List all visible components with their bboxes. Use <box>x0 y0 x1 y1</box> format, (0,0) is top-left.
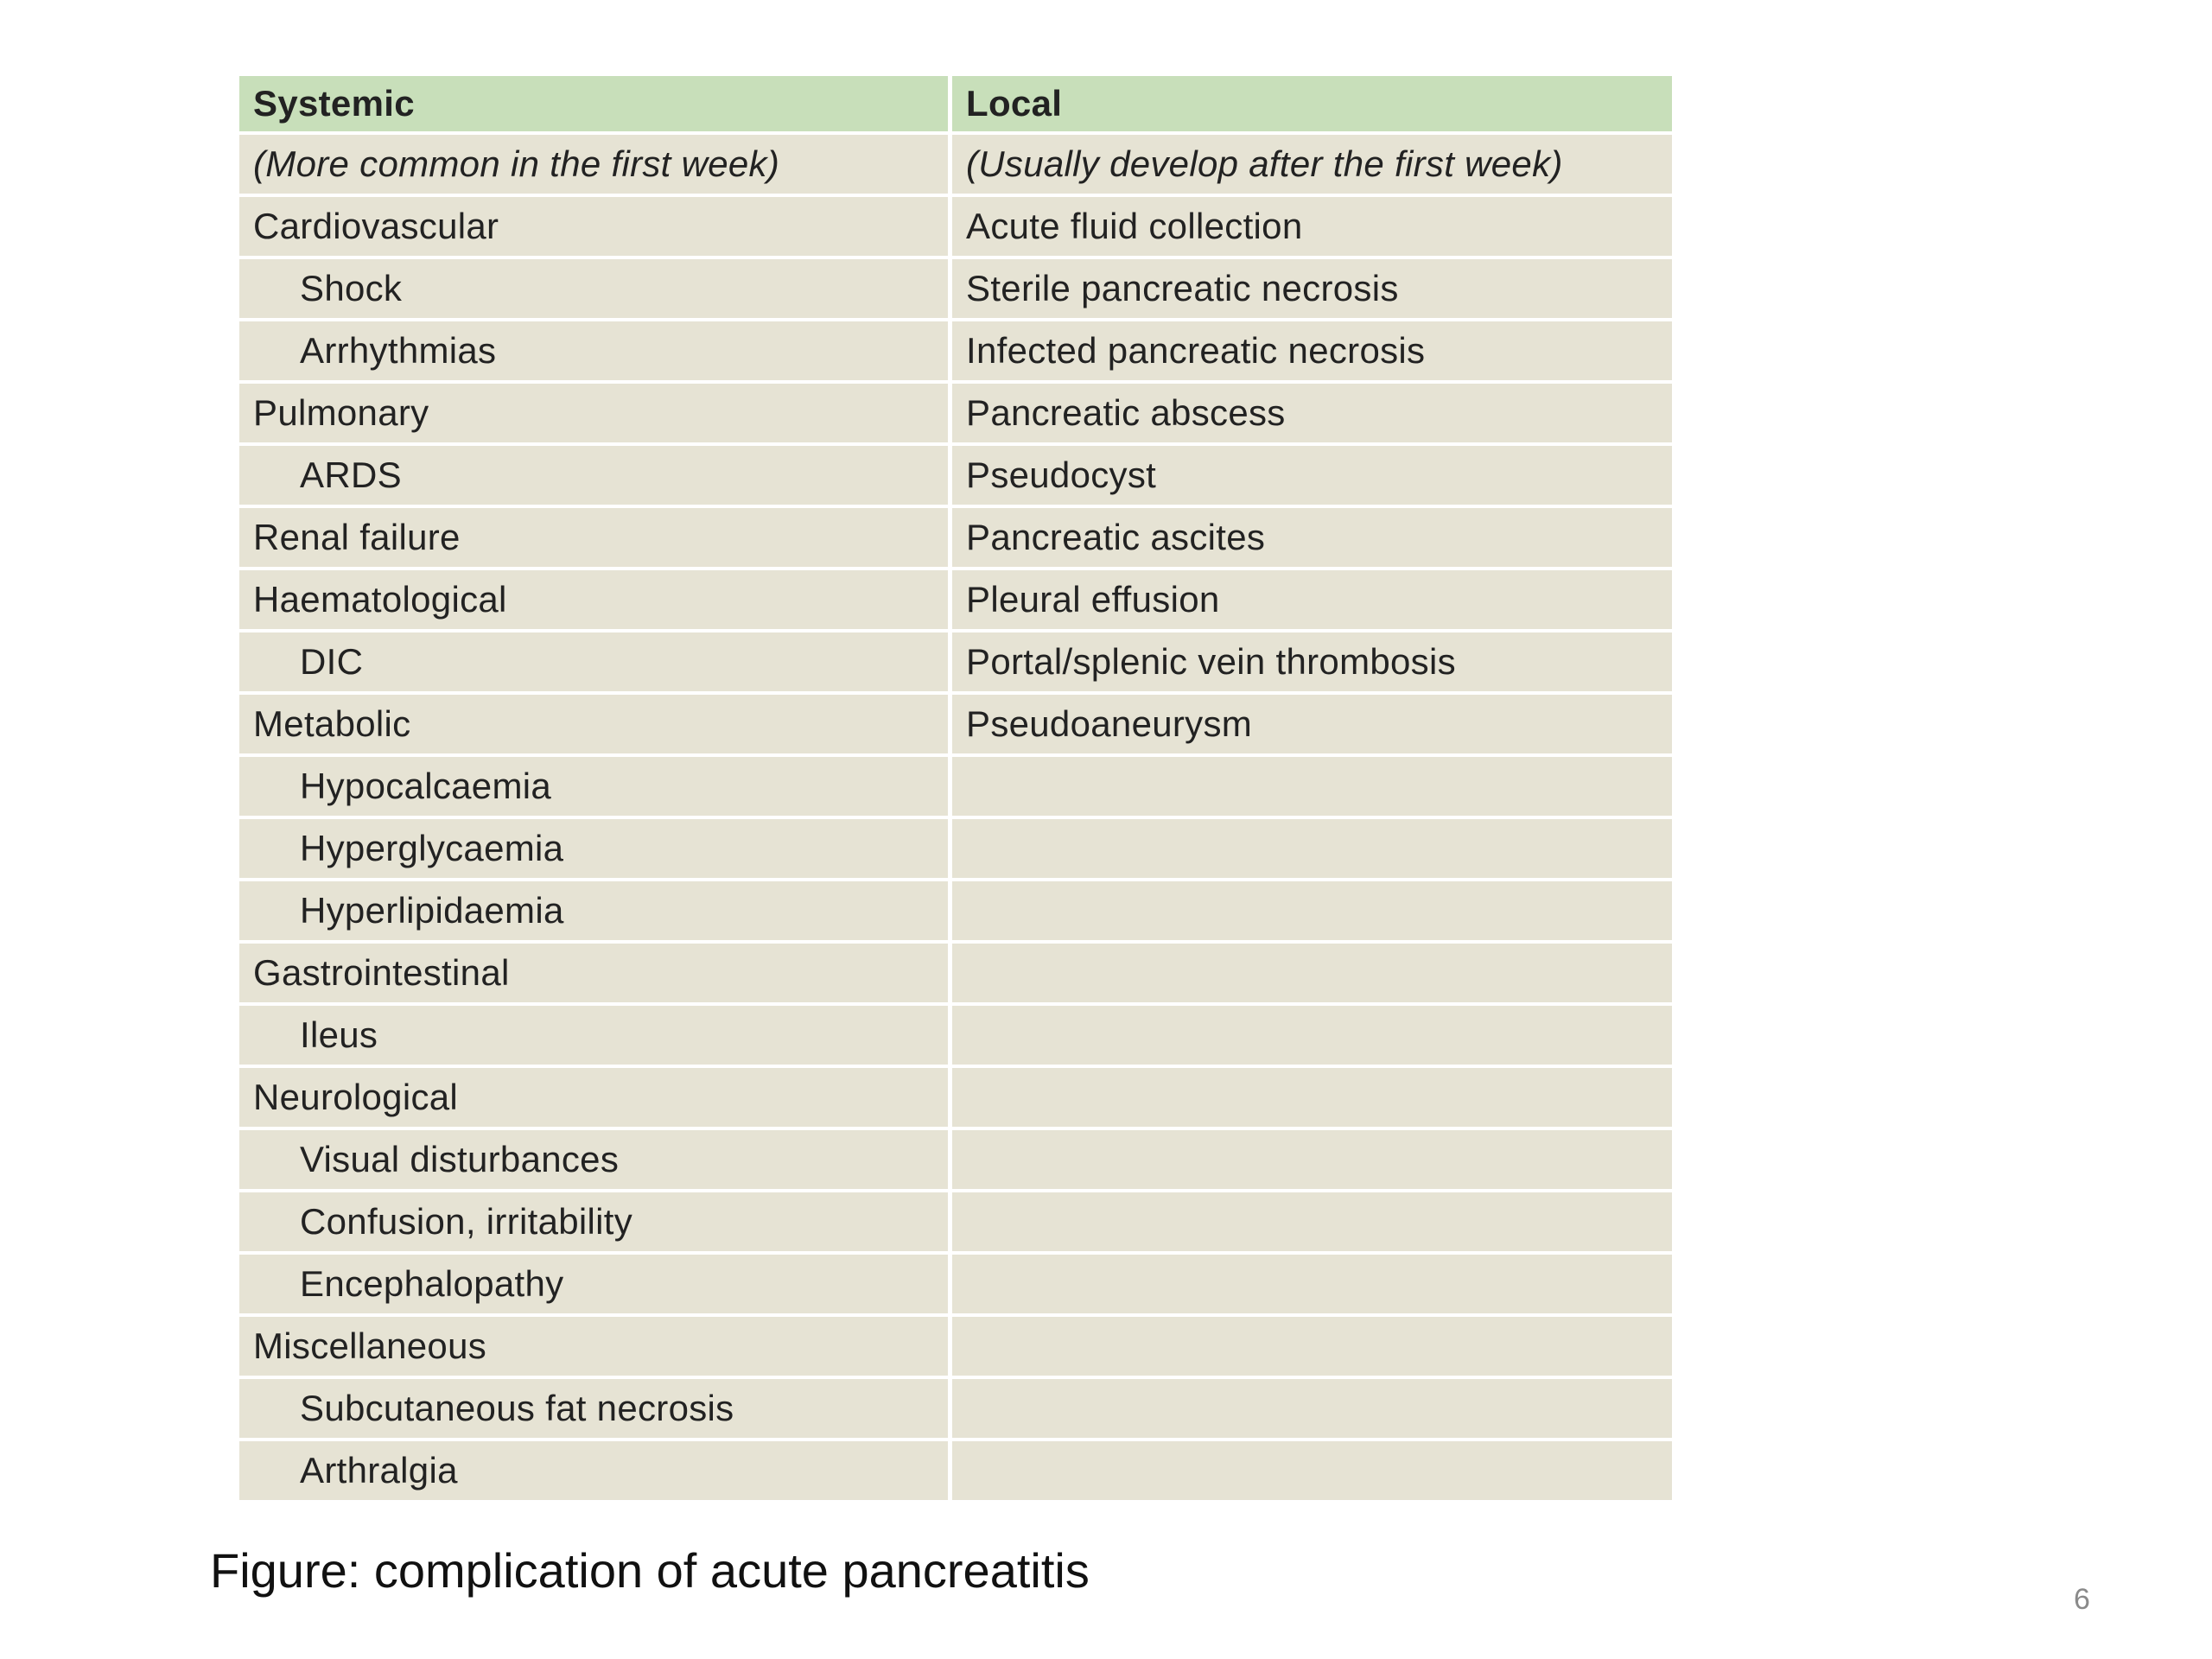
table-row <box>239 819 1672 878</box>
page-number: 6 <box>2074 1583 2090 1616</box>
table-row <box>239 881 1672 940</box>
table-row <box>239 632 1672 691</box>
subheader-local: (Usually develop after the first week) <box>952 135 1672 194</box>
cell-systemic: DIC <box>239 632 948 691</box>
cell-local <box>952 1192 1672 1251</box>
cell-systemic: Miscellaneous <box>239 1317 948 1376</box>
table-row <box>239 695 1672 753</box>
cell-systemic: Arrhythmias <box>239 321 948 380</box>
header-local: Local <box>952 76 1672 131</box>
table-row <box>239 1317 1672 1376</box>
cell-local <box>952 1441 1672 1500</box>
cell-systemic: Visual disturbances <box>239 1130 948 1189</box>
table-row <box>239 1379 1672 1438</box>
cell-local <box>952 1068 1672 1127</box>
cell-local: Acute fluid collection <box>952 197 1672 256</box>
complications-table <box>235 73 1676 1503</box>
cell-systemic: Haematological <box>239 570 948 629</box>
figure-caption: Figure: complication of acute pancreatitis <box>210 1543 1090 1598</box>
cell-local: Sterile pancreatic necrosis <box>952 259 1672 318</box>
table-header-row <box>239 76 1672 131</box>
cell-local: Pseudoaneurysm <box>952 695 1672 753</box>
cell-local <box>952 757 1672 816</box>
cell-systemic: Hyperglycaemia <box>239 819 948 878</box>
cell-local <box>952 1317 1672 1376</box>
table-row <box>239 1068 1672 1127</box>
cell-systemic: Cardiovascular <box>239 197 948 256</box>
cell-systemic: Hypocalcaemia <box>239 757 948 816</box>
table-row <box>239 1006 1672 1065</box>
cell-local: Portal/splenic vein thrombosis <box>952 632 1672 691</box>
cell-systemic: Gastrointestinal <box>239 944 948 1002</box>
cell-systemic: Arthralgia <box>239 1441 948 1500</box>
table-subheader-row <box>239 135 1672 194</box>
table-row <box>239 1255 1672 1313</box>
table-row <box>239 757 1672 816</box>
cell-local <box>952 1006 1672 1065</box>
table-row <box>239 259 1672 318</box>
subheader-systemic: (More common in the first week) <box>239 135 948 194</box>
cell-local <box>952 881 1672 940</box>
cell-local: Infected pancreatic necrosis <box>952 321 1672 380</box>
cell-local <box>952 944 1672 1002</box>
cell-local: Pancreatic ascites <box>952 508 1672 567</box>
table-row <box>239 570 1672 629</box>
cell-local <box>952 1255 1672 1313</box>
cell-local: Pancreatic abscess <box>952 384 1672 442</box>
cell-systemic: Metabolic <box>239 695 948 753</box>
cell-local <box>952 819 1672 878</box>
cell-local: Pseudocyst <box>952 446 1672 505</box>
cell-systemic: Ileus <box>239 1006 948 1065</box>
cell-local <box>952 1130 1672 1189</box>
cell-systemic: Confusion, irritability <box>239 1192 948 1251</box>
cell-systemic: Neurological <box>239 1068 948 1127</box>
table-row <box>239 1130 1672 1189</box>
table-row <box>239 1192 1672 1251</box>
cell-local: Pleural effusion <box>952 570 1672 629</box>
header-systemic: Systemic <box>239 76 948 131</box>
cell-systemic: Renal failure <box>239 508 948 567</box>
table-row <box>239 446 1672 505</box>
table-row <box>239 321 1672 380</box>
cell-systemic: Subcutaneous fat necrosis <box>239 1379 948 1438</box>
cell-local <box>952 1379 1672 1438</box>
table-row <box>239 944 1672 1002</box>
table-row <box>239 384 1672 442</box>
cell-systemic: Encephalopathy <box>239 1255 948 1313</box>
table-row <box>239 508 1672 567</box>
cell-systemic: ARDS <box>239 446 948 505</box>
cell-systemic: Shock <box>239 259 948 318</box>
table-row <box>239 197 1672 256</box>
table-row <box>239 1441 1672 1500</box>
cell-systemic: Pulmonary <box>239 384 948 442</box>
cell-systemic: Hyperlipidaemia <box>239 881 948 940</box>
